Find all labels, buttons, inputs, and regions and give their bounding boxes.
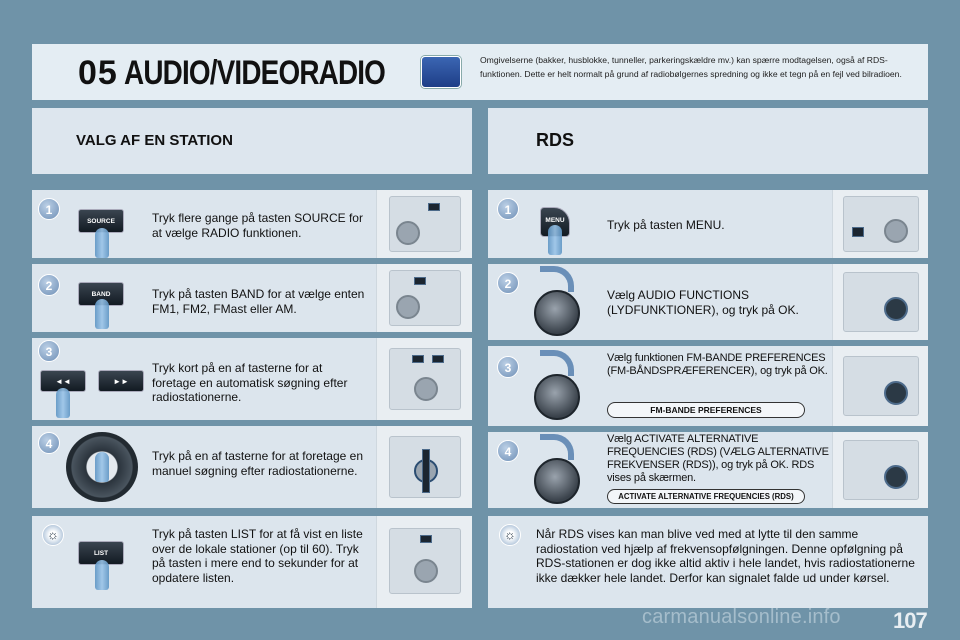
left-step-1-thumb: [376, 190, 472, 258]
left-step-4-thumb: [376, 426, 472, 508]
radio-panel-illustration: [389, 436, 461, 498]
right-step-3-thumb: [832, 346, 928, 426]
highlighted-key: [422, 449, 430, 493]
highlighted-key: [852, 227, 864, 237]
finger-icon: [95, 299, 109, 329]
tip-icon: ☼: [42, 524, 64, 546]
radio-panel-illustration: [389, 528, 461, 594]
menu-option-label: FM-BANDE PREFERENCES: [607, 402, 805, 418]
finger-icon: [95, 452, 109, 482]
knob-icon: [884, 219, 908, 243]
knob-icon: [414, 377, 438, 401]
radio-panel-illustration: [389, 348, 461, 410]
knob-icon: [884, 465, 908, 489]
right-step-4-thumb: [832, 432, 928, 508]
step-text: Når RDS vises kan man blive ved med at lytte til den samme radiostation ved hjælp af frekvensopfølgningen. Denne opfølgning på RDS-stationen er dog ikke altid aktiv i hele landet, hvis radiostationerne ikke dækker hele landet. Derfor kan signalet falde ud under kørsel.: [536, 527, 915, 585]
step-badge: 2: [497, 272, 519, 294]
left-step-2-thumb: [376, 264, 472, 332]
rotary-knob-icon: [534, 458, 580, 504]
menu-key-icon: MENU: [540, 207, 570, 237]
highlighted-key: [428, 203, 440, 211]
radio-panel-illustration: [389, 270, 461, 326]
chapter-number: 05: [78, 54, 118, 92]
step-text: Tryk kort på en af tasterne for at foretage en automatisk søgning efter radiostationerne.: [152, 361, 348, 404]
step-text: Vælg AUDIO FUNCTIONS (LYDFUNKTIONER), og tryk på OK.: [607, 288, 799, 317]
radio-panel-illustration: [843, 196, 919, 252]
rotary-knob-icon: [534, 374, 580, 420]
step-text: Tryk på tasten BAND for at vælge enten FM1, FM2, FMast eller AM.: [152, 287, 365, 316]
left-section-title: VALG AF EN STATION: [76, 132, 233, 149]
right-step-1-thumb: [832, 190, 928, 258]
list-key-icon: LIST: [78, 541, 124, 565]
finger-icon: [95, 560, 109, 590]
right-step-2-thumb: [832, 264, 928, 340]
step-text: Tryk flere gange på tasten SOURCE for at vælge RADIO funktionen.: [152, 211, 363, 240]
watermark: carmanualsonline.info: [642, 606, 841, 628]
highlighted-key: [432, 355, 444, 363]
chapter-title: AUDIO/VIDEORADIO: [124, 54, 386, 92]
knob-icon: [884, 297, 908, 321]
step-badge: 1: [497, 198, 519, 220]
band-key-icon: BAND: [78, 282, 124, 306]
knob-icon: [414, 559, 438, 583]
step-badge: 1: [38, 198, 60, 220]
tip-icon: ☼: [499, 524, 521, 546]
radio-panel-illustration: [843, 440, 919, 500]
highlighted-key: [414, 277, 426, 285]
step-badge: 4: [497, 440, 519, 462]
right-section-title: RDS: [536, 130, 575, 150]
step-text: Tryk på tasten MENU.: [607, 218, 725, 232]
page-number: 107: [893, 608, 927, 633]
source-key-icon: SOURCE: [78, 209, 124, 233]
menu-option-label: ACTIVATE ALTERNATIVE FREQUENCIES (RDS): [607, 489, 805, 504]
step-badge: 3: [38, 340, 60, 362]
step-badge: 4: [38, 432, 60, 454]
left-step-3-thumb: [376, 338, 472, 420]
step-text: Vælg funktionen FM-BANDE PREFERENCES (FM-BÅNDSPRÆFERENCER), og tryk på OK.: [607, 352, 828, 377]
rotary-knob-icon: [534, 290, 580, 336]
left-tip-thumb: [376, 516, 472, 608]
radio-icon: [421, 56, 461, 88]
finger-icon: [56, 388, 70, 418]
header-note: Omgivelserne (bakker, husblokke, tunneller, parkeringskældre mv.) kan spærre modtagelsen, også af RDS-funktionen. Dette er helt normalt på grund af radiobølgernes spredning og ikke et tegn på en fejl ved bilradioen.: [480, 55, 902, 79]
step-text: Tryk på tasten LIST for at få vist en liste over de lokale stationer (op til 60). Tryk på tasten i mere end to sekunder for at opdatere listen.: [152, 527, 363, 585]
step-text: Tryk på en af tasterne for at foretage en manuel søgning efter radiostationerne.: [152, 449, 364, 478]
knob-icon: [396, 221, 420, 245]
radio-panel-illustration: [843, 356, 919, 416]
knob-icon: [396, 295, 420, 319]
finger-icon: [548, 225, 562, 255]
seek-back-key-icon: ◄◄: [40, 370, 86, 392]
step-badge: 2: [38, 274, 60, 296]
highlighted-key: [420, 535, 432, 543]
knob-icon: [884, 381, 908, 405]
highlighted-key: [412, 355, 424, 363]
seek-forward-key-icon: ►►: [98, 370, 144, 392]
step-badge: 3: [497, 356, 519, 378]
finger-icon: [95, 228, 109, 258]
radio-panel-illustration: [843, 272, 919, 332]
radio-panel-illustration: [389, 196, 461, 252]
step-text: Vælg ACTIVATE ALTERNATIVE FREQUENCIES (RDS) (VÆLG ALTERNATIVE FREKVENSER (RDS)), og tryk på OK. RDS vises på skærmen.: [607, 433, 829, 484]
